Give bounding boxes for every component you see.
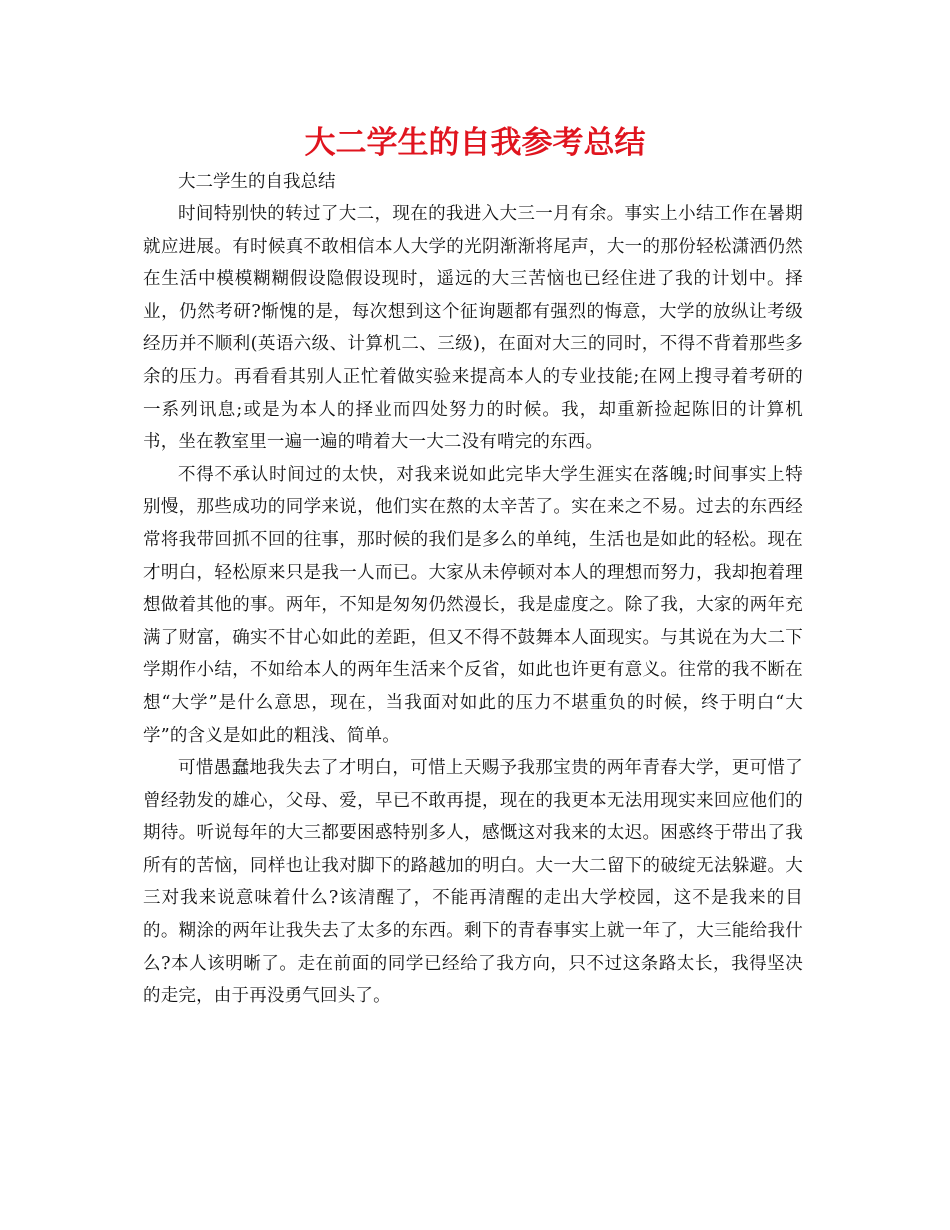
paragraph-2: 不得不承认时间过的太快，对我来说如此完毕大学生涯实在落魄;时间事实上特别慢，那些成功的同学来说，他们实在熬的太辛苦了。实在来之不易。过去的东西经常将我带回抓不回的往事，那时候的我们是多么的单纯，生活也是如此的轻松。现在才明白，轻松原来只是我一人而已。大家从未停顿对本人的理想而努力，我却抱着理想做着其他的事。两年，不知是匆匆仍然漫长，我是虚度之。除了我，大家的两年充满了财富，确实不甘心如此的差距，但又不得不鼓舞本人面现实。与其说在为大二下学期作小结，不如给本人的两年生活来个反省，如此也许更有意义。往常的我不断在想“大学”是什么意思，现在，当我面对如此的压力不堪重负的时候，终于明白“大学”的含义是如此的粗浅、简单。 <box>143 464 803 746</box>
document-subtitle: 大二学生的自我总结 <box>178 172 336 192</box>
paragraph-1: 时间特别快的转过了大二，现在的我进入大三一月有余。事实上小结工作在暑期就应进展。有时候真不敢相信本人大学的光阴渐渐将尾声，大一的那份轻松潇洒仍然在生活中模模糊糊假设隐假设现时，遥远的大三苦恼也已经住进了我的计划中。择业，仍然考研?惭愧的是，每次想到这个征询题都有强烈的悔意，大学的放纵让考级经历并不顺利(英语六级、计算机二、三级)，在面对大三的同时，不得不背着那些多余的压力。再看看其别人正忙着做实验来提高本人的专业技能;在网上搜寻着考研的一系列讯息;或是为本人的择业而四处努力的时候。我，却重新捡起陈旧的计算机书，坐在教室里一遍一遍的啃着大一大二没有啃完的东西。 <box>143 204 803 453</box>
paragraph-3: 可惜愚蠢地我失去了才明白，可惜上天赐予我那宝贵的两年青春大学，更可惜了曾经勃发的雄心，父母、爱，早已不敢再提，现在的我更本无法用现实来回应他们的期待。听说每年的大三都要困惑特别多人，感慨这对我来的太迟。困惑终于带出了我所有的苦恼，同样也让我对脚下的路越加的明白。大一大二留下的破绽无法躲避。大三对我来说意味着什么?该清醒了，不能再清醒的走出大学校园，这不是我来的目的。糊涂的两年让我失去了太多的东西。剩下的青春事实上就一年了，大三能给我什么?本人该明晰了。走在前面的同学已经给了我方向，只不过这条路太长，我得坚决的走完，由于再没勇气回头了。 <box>143 758 803 1007</box>
document-title: 大二学生的自我参考总结 <box>304 125 646 161</box>
document-body <box>143 166 803 1013</box>
